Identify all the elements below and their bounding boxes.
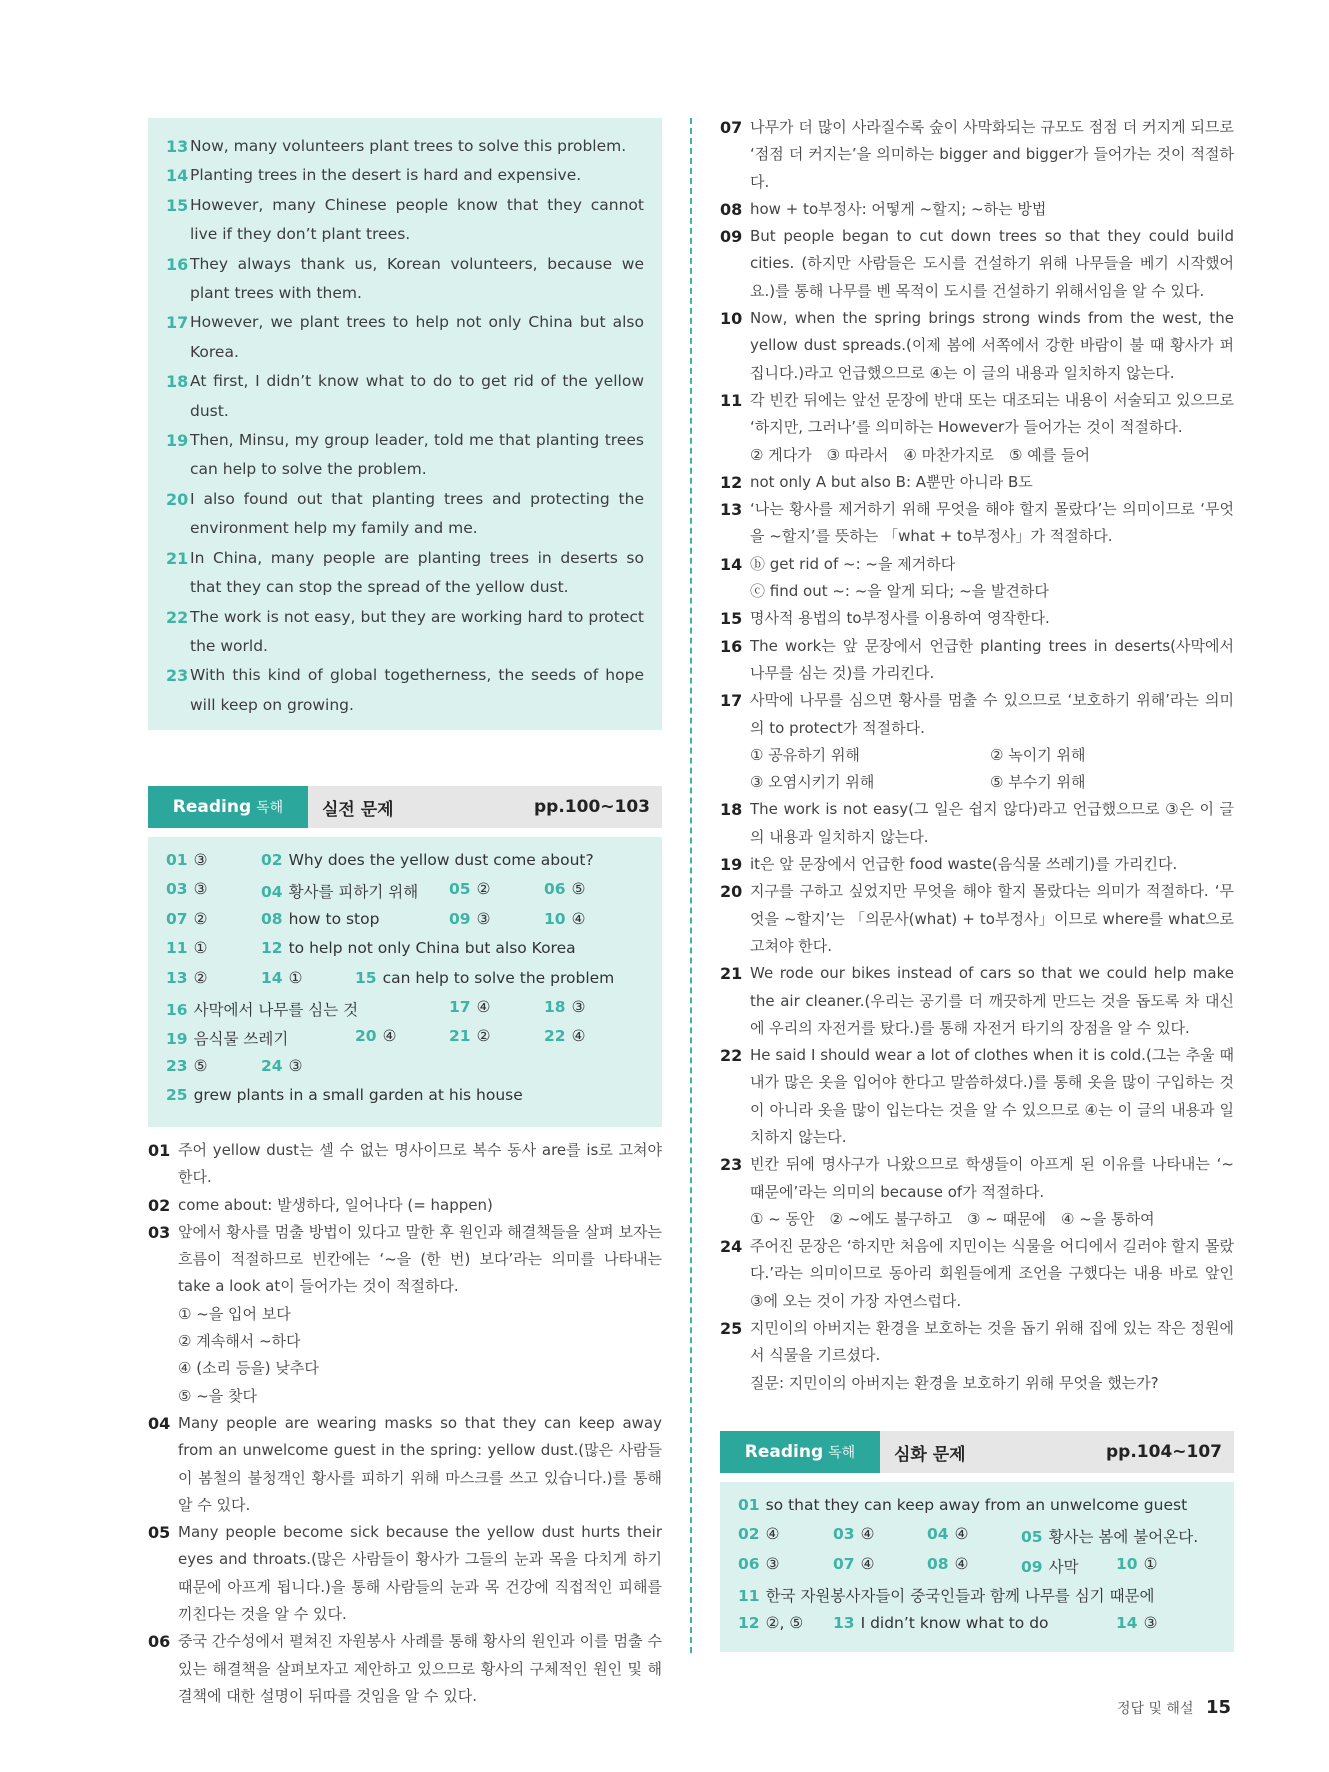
explanation-number: 19 — [720, 855, 743, 875]
explanation-option: ③ 오염시키기 위해 — [750, 773, 875, 792]
explanation-text: The work는 앞 문장에서 언급한 planting trees in deserts(사막에서 나무를 심는 것)를 가리킨다. — [750, 636, 1234, 682]
passage-sentence — [166, 191, 644, 250]
answer-value: 음식물 쓰레기 — [193, 1030, 289, 1049]
answer-number: 01 — [166, 851, 188, 869]
section-title: 심화 문제 — [894, 1444, 966, 1465]
explanation-number: 08 — [720, 199, 743, 219]
answer-item — [166, 939, 207, 957]
explanation-text: 나무가 더 많이 사라질수록 숲이 사막화되는 규모도 점점 더 커지게 되므로 ‘점점 더 커지는’을 의미하는 bigger and bigger가 들어가는 것이 적절하다. — [750, 118, 1234, 191]
sentence-text: At first, I didn’t know what to do to get rid of the yellow dust. — [190, 372, 644, 420]
section-title: 실전 문제 — [322, 799, 394, 820]
explanation-number: 18 — [720, 800, 743, 820]
answer-number: 19 — [166, 1030, 188, 1049]
explanation-text: ⓑ get rid of ~: ~을 제거하다 — [750, 554, 956, 573]
answer-value: ② — [476, 880, 491, 899]
footer-label: 정답 및 해설 — [1116, 1701, 1194, 1717]
answer-value: ② — [193, 968, 208, 987]
answer-value: ④ — [860, 1554, 875, 1573]
explanation-item — [720, 878, 1234, 960]
explanation-option: ② 계속해서 ~하다 — [178, 1332, 301, 1351]
answer-number: 06 — [544, 880, 566, 899]
explanation-item — [720, 851, 1234, 878]
explanation-number: 15 — [720, 609, 743, 629]
answer-row — [166, 965, 662, 994]
answer-item — [355, 1027, 396, 1045]
explanation-text: 앞에서 황사를 멈출 방법이 있다고 말한 후 원인과 해결책들을 살펴 보자는 흐름이 적절하므로 빈칸에는 ‘~을 (한 번) 보다’라는 의미를 나타내는 take a look at이 들어가는 것이 적절하다. — [178, 1222, 662, 1296]
answer-value: ① — [288, 968, 303, 987]
answer-number: 24 — [261, 1056, 283, 1075]
explanation-option: ② 게다가 ③ 따라서 ④ 마찬가지로 ⑤ 예를 들어 — [750, 445, 1090, 464]
explanation-option: ⓒ find out ~: ~을 알게 되다; ~을 발견하다 — [750, 582, 1049, 601]
answer-value: ③ — [193, 851, 208, 869]
answer-value: 황사는 봄에 불어온다. — [1048, 1528, 1199, 1547]
answer-item — [833, 1555, 874, 1573]
explanation-number: 06 — [148, 1632, 171, 1652]
sentence-number: 16 — [166, 254, 189, 274]
explanation-item — [148, 1219, 662, 1301]
answer-value: ④ — [954, 1554, 969, 1573]
answer-value: 사막 — [1048, 1557, 1079, 1576]
explanation-item — [720, 387, 1234, 442]
answer-number: 04 — [927, 1525, 949, 1544]
answer-value: ③ — [193, 880, 208, 899]
answer-number: 02 — [261, 851, 283, 869]
explanation-text: 중국 간수성에서 펼쳐진 자원봉사 사례를 통해 황사의 원인과 이를 멈출 수 있는 해결책을 살펴보자고 제안하고 있으므로 황사의 구체적인 원인 및 해결책에 대한 설명이 뒤따를 것임을 알 수 있다. — [178, 1632, 662, 1705]
sentence-text: In China, many people are planting trees in deserts so that they can stop the spread of the yellow dust. — [190, 548, 644, 597]
answer-number: 21 — [449, 1027, 471, 1046]
answer-number: 10 — [544, 909, 566, 928]
answer-number: 12 — [738, 1613, 760, 1632]
answer-item — [544, 998, 585, 1016]
explanation-item — [720, 1233, 1234, 1315]
answer-number: 23 — [166, 1056, 188, 1075]
answer-number: 08 — [927, 1554, 949, 1573]
page-range: pp.100~103 — [533, 797, 650, 817]
explanation-text: We rode our bikes instead of cars so that we could help make the air cleaner.(우리는 공기를 더 깨끗하게 만드는 것을 돕도록 차 대신에 우리의 자전거를 탔다.)를 통해 자전거 타기의 장점을 알 수 있다. — [750, 964, 1234, 1037]
answer-number: 12 — [261, 939, 283, 958]
answer-item — [738, 1525, 779, 1543]
answer-item — [738, 1614, 803, 1632]
answer-grid-practice — [148, 837, 662, 1127]
passage-sentence — [166, 661, 644, 720]
answer-item — [738, 1496, 1187, 1514]
answer-value: ④ — [571, 909, 586, 928]
answer-item — [261, 939, 576, 957]
answer-number: 22 — [544, 1027, 566, 1046]
answer-item — [544, 880, 585, 898]
explanation-item — [720, 223, 1234, 305]
sentence-text: Planting trees in the desert is hard and expensive. — [190, 166, 582, 185]
explanation-text: it은 앞 문장에서 언급한 food waste(음식물 쓰레기)를 가리킨다. — [750, 855, 1178, 874]
explanation-text: 주어 yellow dust는 셀 수 없는 명사이므로 복수 동사 are를 is로 고쳐야 한다. — [178, 1141, 662, 1187]
answer-item — [166, 969, 207, 987]
explanation-text: 사막에 나무를 심으면 황사를 멈출 수 있으므로 ‘보호하기 위해’라는 의미의 to protect가 적절하다. — [750, 691, 1234, 737]
explanation-item — [720, 1042, 1234, 1151]
sentence-text: However, we plant trees to help not only China but also Korea. — [190, 313, 644, 361]
explanation-text: 빈칸 뒤에 명사구가 나왔으므로 학생들이 아프게 된 이유를 나타내는 ‘~ 때문에’라는 의미의 because of가 적절하다. — [750, 1155, 1234, 1201]
explanation-item — [720, 1151, 1234, 1206]
sentence-number: 22 — [166, 607, 189, 627]
explanation-option: 질문: 지민이의 아버지는 환경을 보호하기 위해 무엇을 했는가? — [750, 1373, 1159, 1392]
sentence-number: 21 — [166, 548, 189, 568]
explanation-number: 16 — [720, 636, 743, 656]
explanation-item — [720, 960, 1234, 1042]
answer-item — [261, 880, 418, 902]
explanation-item — [720, 114, 1234, 196]
sentence-text: However, many Chinese people know that they cannot live if they don’t plant trees. — [190, 195, 644, 244]
reading-tag-label: Reading — [172, 797, 252, 817]
answer-value: ② — [193, 909, 208, 928]
answer-number: 05 — [1021, 1528, 1043, 1547]
answer-row — [166, 906, 662, 935]
answer-value: ④ — [571, 1027, 586, 1046]
reading-tag — [148, 786, 308, 828]
explanation-number: 05 — [148, 1523, 171, 1543]
sentence-text: Then, Minsu, my group leader, told me that planting trees can help to solve the problem. — [190, 431, 644, 479]
answer-item — [166, 998, 358, 1020]
explanation-item — [148, 1410, 662, 1519]
answer-row — [166, 1023, 662, 1052]
answer-item — [261, 910, 379, 928]
answer-row — [738, 1492, 1234, 1521]
column-divider — [690, 118, 692, 1653]
section-header-practice — [148, 786, 662, 828]
explanation-option: ② 녹이기 위해 — [990, 745, 1086, 764]
answer-number: 17 — [449, 997, 471, 1016]
explanation-text: not only A but also B: A뿐만 아니라 B도 — [750, 472, 1033, 491]
explanations-right — [720, 114, 1234, 1397]
explanation-text: Many people are wearing masks so that they can keep away from an unwelcome guest in the spring: yellow dust.(많은 사람들이 봄철의 불청객인 황사를 피하기 위해 마스크를 쓰고 있습니다.)를 통해 알 수 있다. — [178, 1413, 662, 1514]
reading-passage-box — [148, 118, 662, 730]
answer-item — [1116, 1555, 1157, 1573]
explanation-number: 13 — [720, 500, 743, 520]
explanation-item — [720, 687, 1234, 742]
reading-tag-label: Reading — [744, 1442, 824, 1462]
answer-value: ③ — [288, 1056, 303, 1075]
sentence-text: I also found out that planting trees and protecting the environment help my family and me. — [190, 489, 644, 538]
sentence-number: 17 — [166, 313, 189, 333]
explanation-number: 03 — [148, 1222, 171, 1242]
answer-number: 09 — [1021, 1557, 1043, 1576]
answer-row — [166, 935, 662, 964]
answer-number: 04 — [261, 883, 283, 902]
answer-item — [355, 969, 614, 987]
explanation-option: ⑤ 부수기 위해 — [990, 773, 1086, 792]
answer-number: 08 — [261, 909, 283, 928]
answer-item — [166, 1086, 523, 1104]
answer-row — [166, 1082, 662, 1111]
explanation-item — [720, 196, 1234, 223]
explanation-item — [148, 1137, 662, 1192]
answer-number: 03 — [166, 880, 188, 899]
reading-tag — [720, 1431, 880, 1473]
answer-value: ③ — [476, 909, 491, 928]
answer-value: grew plants in a small garden at his house — [193, 1086, 523, 1105]
explanation-text: Now, when the spring brings strong winds from the west, the yellow dust spreads.(이제 봄에 서쪽에서 강한 바람이 불 때 황사가 퍼집니다.)라고 언급했으므로 ④는 이 글의 내용과 일치하지 않는다. — [750, 309, 1234, 382]
explanation-number: 20 — [720, 882, 743, 902]
explanation-number: 11 — [720, 390, 743, 410]
answer-number: 13 — [833, 1613, 855, 1632]
answer-number: 11 — [166, 939, 188, 958]
answer-value: Why does the yellow dust come about? — [288, 851, 594, 869]
answer-value: ④ — [382, 1027, 397, 1046]
answer-row — [738, 1521, 1234, 1550]
explanation-item — [720, 633, 1234, 688]
explanation-text: 지민이의 아버지는 환경을 보호하는 것을 돕기 위해 집에 있는 작은 정원에서 식물을 기르셨다. — [750, 1319, 1234, 1365]
explanation-item — [720, 551, 1234, 578]
answer-value: can help to solve the problem — [382, 968, 615, 987]
explanation-item — [720, 305, 1234, 387]
explanation-number: 21 — [720, 964, 743, 984]
answer-item — [927, 1525, 968, 1543]
passage-sentence — [166, 485, 644, 544]
reading-tag-korean: 독해 — [828, 1445, 856, 1461]
explanation-number: 22 — [720, 1046, 743, 1066]
answer-number: 14 — [261, 968, 283, 987]
sentence-text: They always thank us, Korean volunteers, because we plant trees with them. — [190, 254, 644, 303]
answer-item — [1021, 1525, 1198, 1547]
explanation-number: 12 — [720, 472, 743, 492]
passage-sentence — [166, 426, 644, 485]
answer-item — [261, 969, 302, 987]
answer-row — [166, 847, 662, 876]
answer-value: so that they can keep away from an unwelcome guest — [765, 1496, 1188, 1514]
passage-sentence — [166, 132, 644, 161]
answer-item — [166, 1027, 288, 1049]
answer-value: I didn’t know what to do — [860, 1613, 1049, 1632]
answer-number: 18 — [544, 997, 566, 1016]
answer-item — [738, 1584, 1155, 1606]
sentence-text: Now, many volunteers plant trees to solve this problem. — [190, 137, 627, 155]
answer-number: 11 — [738, 1587, 760, 1606]
answer-value: ③ — [1143, 1613, 1158, 1632]
explanation-number: 10 — [720, 309, 743, 329]
explanation-option: ① ~을 입어 보다 — [178, 1304, 291, 1323]
sentence-number: 15 — [166, 195, 189, 215]
explanation-item — [148, 1519, 662, 1628]
answer-item — [1116, 1614, 1157, 1632]
explanation-number: 01 — [148, 1141, 171, 1160]
page-range: pp.104~107 — [1105, 1442, 1222, 1462]
answer-row — [166, 1053, 662, 1082]
answer-value: ③ — [765, 1554, 780, 1573]
answer-number: 16 — [166, 1000, 188, 1019]
passage-sentence — [166, 603, 644, 662]
answer-item — [544, 910, 585, 928]
answer-value: ① — [1143, 1554, 1158, 1573]
explanation-number: 04 — [148, 1413, 171, 1433]
answer-value: ① — [193, 939, 208, 958]
answer-item — [449, 880, 490, 898]
explanation-number: 23 — [720, 1155, 743, 1175]
explanation-option: ① 공유하기 위해 — [750, 745, 860, 764]
answer-number: 02 — [738, 1525, 760, 1544]
explanation-number: 25 — [720, 1319, 743, 1339]
explanation-text: 명사적 용법의 to부정사를 이용하여 영작한다. — [750, 609, 1050, 628]
answer-number: 25 — [166, 1086, 188, 1105]
sentence-text: The work is not easy, but they are working hard to protect the world. — [190, 607, 644, 655]
answer-number: 03 — [833, 1525, 855, 1544]
sentence-number: 13 — [166, 137, 189, 156]
answer-item — [261, 851, 594, 869]
answer-value: 사막에서 나무를 심는 것 — [193, 1000, 359, 1019]
answer-item — [449, 1027, 490, 1045]
passage-sentence — [166, 308, 644, 367]
answer-value: ⑤ — [193, 1056, 208, 1075]
answer-item — [833, 1525, 874, 1543]
explanation-item — [148, 1192, 662, 1219]
passage-sentence — [166, 161, 644, 190]
answer-value: ④ — [860, 1525, 875, 1544]
explanation-text: He said I should wear a lot of clothes when it is cold.(그는 추울 때 내가 많은 옷을 입어야 한다고 말씀하셨다.)를 통해 옷을 많이 구입하는 것이 아니라 옷을 많이 입는다는 것을 알 수 있으므로 ④는 이 글의 내용과 일치하지 않는다. — [750, 1046, 1234, 1146]
explanation-option: ④ (소리 등을) 낮추다 — [178, 1359, 319, 1378]
answer-value: ② — [476, 1027, 491, 1046]
explanation-item — [720, 469, 1234, 496]
explanation-item — [720, 605, 1234, 632]
answer-value: 황사를 피하기 위해 — [288, 883, 419, 902]
explanation-item — [720, 496, 1234, 551]
page-footer — [1117, 1697, 1231, 1718]
answer-value: how to stop — [288, 909, 380, 928]
answer-number: 14 — [1116, 1613, 1138, 1632]
answer-value: ⑤ — [571, 880, 586, 899]
answer-value: to help not only China but also Korea — [288, 939, 576, 958]
answer-number: 10 — [1116, 1554, 1138, 1573]
explanation-text: come about: 발생하다, 일어나다 (= happen) — [178, 1195, 493, 1214]
answer-number: 20 — [355, 1027, 377, 1046]
answer-number: 09 — [449, 909, 471, 928]
answer-value: ②, ⑤ — [765, 1613, 804, 1632]
explanation-text: The work is not easy(그 일은 쉽지 않다)라고 언급했으므로 ③은 이 글의 내용과 일치하지 않는다. — [750, 800, 1234, 846]
answer-number: 15 — [355, 968, 377, 987]
explanation-number: 14 — [720, 554, 743, 574]
explanation-option-grid — [720, 742, 1234, 797]
answer-number: 07 — [166, 909, 188, 928]
answer-row — [166, 876, 662, 905]
explanation-number: 02 — [148, 1195, 171, 1215]
answer-item — [166, 1057, 207, 1075]
answer-number: 06 — [738, 1554, 760, 1573]
explanation-text: ‘나는 황사를 제거하기 위해 무엇을 해야 할지 몰랐다’는 의미이므로 ‘무엇을 ~할지’를 뜻하는 「what + to부정사」가 적절하다. — [750, 500, 1234, 546]
answer-number: 13 — [166, 968, 188, 987]
sentence-number: 19 — [166, 431, 189, 451]
explanation-option: ① ~ 동안 ② ~에도 불구하고 ③ ~ 때문에 ④ ~을 통하여 — [750, 1209, 1155, 1228]
passage-sentence — [166, 367, 644, 426]
answer-item — [166, 910, 207, 928]
answer-number: 01 — [738, 1496, 760, 1514]
page-number: 15 — [1205, 1697, 1231, 1718]
answer-item — [166, 880, 207, 898]
explanation-text: 주어진 문장은 ‘하지만 처음에 지민이는 식물을 어디에서 길러야 할지 몰랐다.’라는 의미이므로 동아리 회원들에게 조언을 구했다는 내용 바로 앞인 ③에 오는 것이 가장 자연스럽다. — [750, 1237, 1234, 1310]
answer-item — [449, 998, 490, 1016]
sentence-text: With this kind of global togetherness, the seeds of hope will keep on growing. — [190, 666, 644, 714]
sentence-number: 23 — [166, 666, 189, 686]
explanation-item — [148, 1628, 662, 1710]
explanation-number: 09 — [720, 227, 743, 247]
explanation-item — [720, 796, 1234, 851]
answer-number: 05 — [449, 880, 471, 899]
answer-value: 한국 자원봉사자들이 중국인들과 함께 나무를 심기 때문에 — [765, 1587, 1155, 1606]
sentence-number: 14 — [166, 166, 189, 186]
answer-item — [927, 1555, 968, 1573]
answer-value: ③ — [571, 997, 586, 1016]
answer-value: ④ — [765, 1525, 780, 1544]
explanation-number: 24 — [720, 1237, 743, 1257]
reading-tag-korean: 독해 — [256, 800, 284, 816]
answer-item — [261, 1057, 302, 1075]
answer-item — [1021, 1555, 1079, 1577]
answer-item — [544, 1027, 585, 1045]
answer-item — [833, 1614, 1049, 1632]
explanation-number: 07 — [720, 118, 743, 137]
answer-row — [166, 994, 662, 1023]
answer-number: 07 — [833, 1554, 855, 1573]
passage-sentence — [166, 544, 644, 603]
explanation-text: But people began to cut down trees so that they could build cities. (하지만 사람들은 도시를 건설하기 위해 나무들을 베기 시작했어요.)를 통해 나무를 벤 목적이 도시를 건설하기 위해서임을 알 수 있다. — [750, 227, 1234, 300]
answer-grid-advanced — [720, 1482, 1234, 1652]
explanation-text: 각 빈칸 뒤에는 앞선 문장에 반대 또는 대조되는 내용이 서술되고 있으므로 ‘하지만, 그러나’를 의미하는 However가 들어가는 것이 적절하다. — [750, 390, 1234, 437]
answer-row — [738, 1580, 1234, 1609]
section-header-advanced — [720, 1431, 1234, 1473]
explanation-text: 지구를 구하고 싶었지만 무엇을 해야 할지 몰랐다는 의미가 적절하다. ‘무엇을 ~할지’는 「의문사(what) + to부정사」이므로 where를 what으로 고쳐야 한다. — [750, 882, 1234, 955]
answer-value: ④ — [476, 997, 491, 1016]
answer-row — [738, 1551, 1234, 1580]
explanations-left — [148, 1137, 662, 1710]
answer-row — [738, 1610, 1234, 1639]
passage-sentence — [166, 250, 644, 309]
answer-value: ④ — [954, 1525, 969, 1544]
sentence-number: 20 — [166, 489, 189, 509]
explanation-option: ⑤ ~을 찾다 — [178, 1386, 258, 1405]
answer-item — [166, 851, 207, 869]
answer-item — [449, 910, 490, 928]
explanation-number: 17 — [720, 691, 743, 711]
answer-item — [738, 1555, 779, 1573]
sentence-number: 18 — [166, 372, 189, 392]
explanation-text: how + to부정사: 어떻게 ~할지; ~하는 방법 — [750, 199, 1047, 218]
explanation-item — [720, 1315, 1234, 1370]
explanation-text: Many people become sick because the yellow dust hurts their eyes and throats.(많은 사람들이 황사가 그들의 눈과 목을 다치게 하기 때문에 아프게 됩니다.)을 통해 사람들의 눈과 목 건강에 직접적인 피해를 끼친다는 것을 알 수 있다. — [178, 1523, 662, 1624]
